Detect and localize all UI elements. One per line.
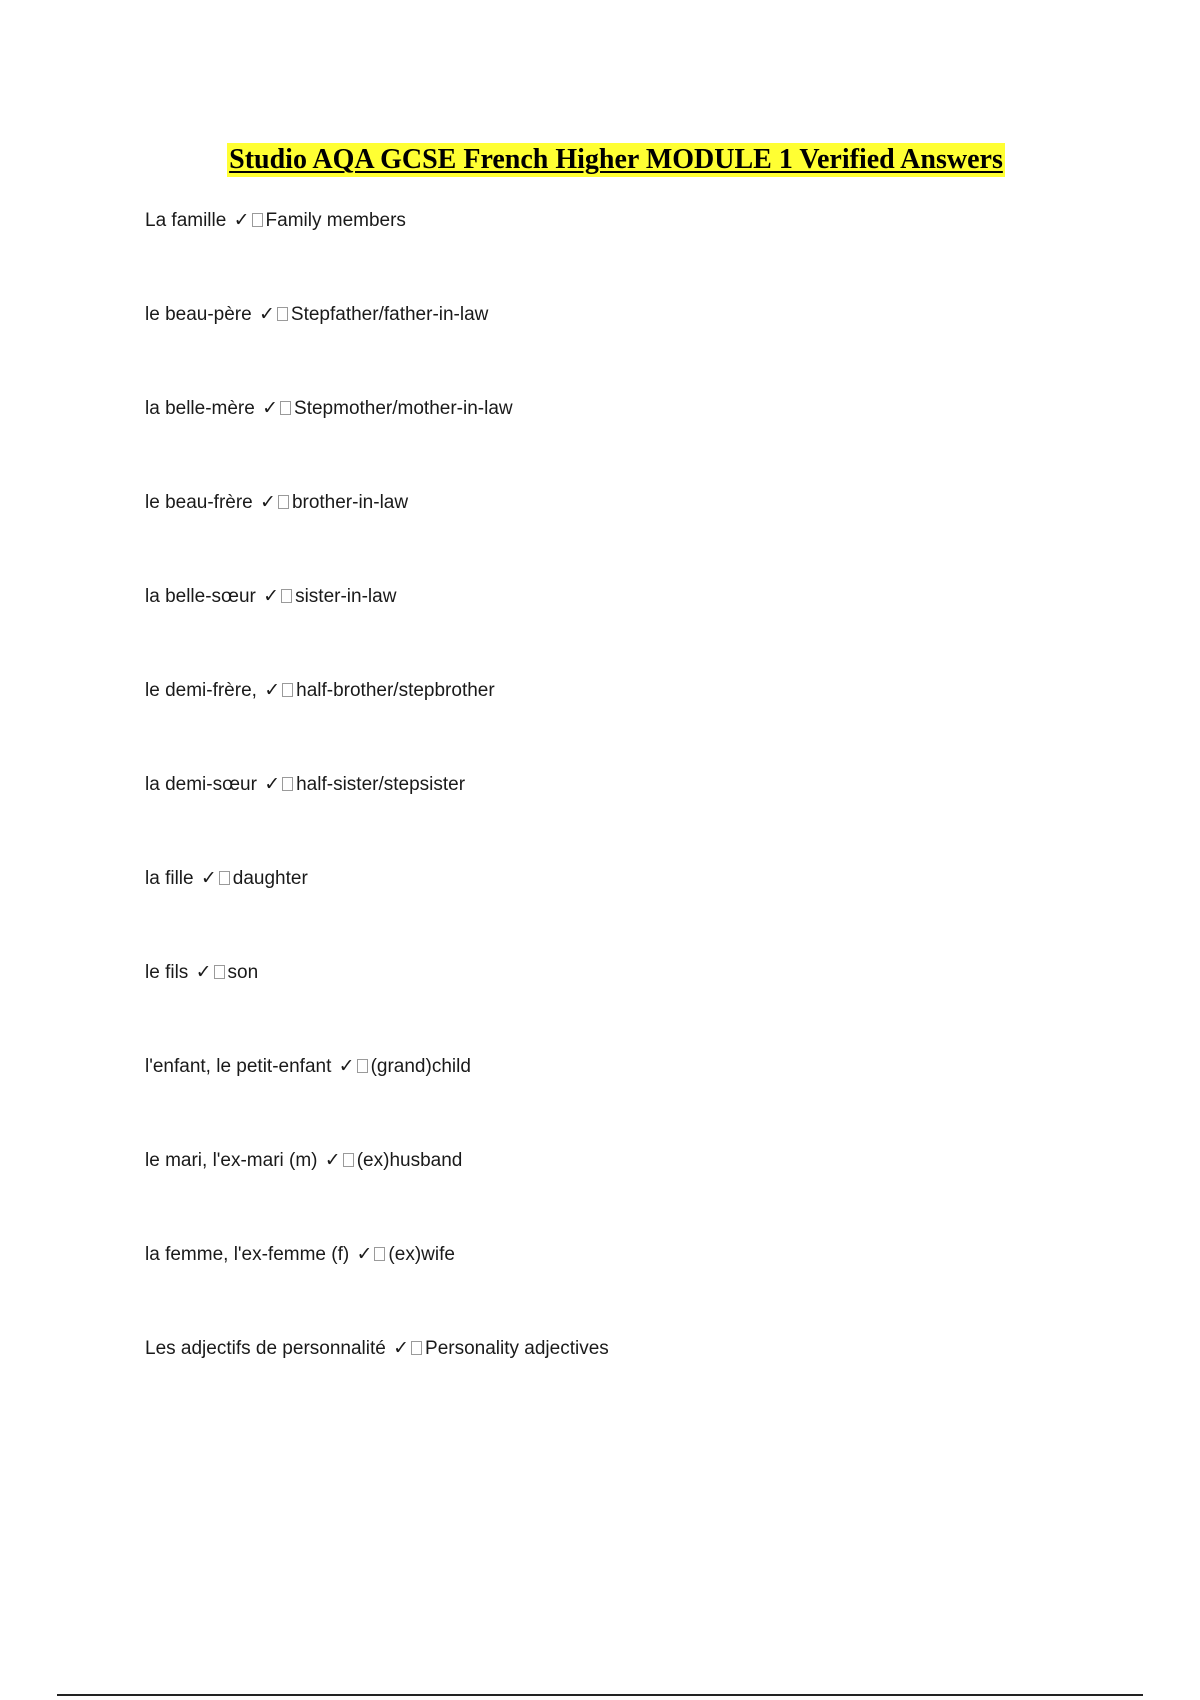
vocab-entry — [145, 208, 1145, 302]
checkbox-glyph-icon — [219, 871, 230, 885]
checkbox-glyph-icon — [411, 1341, 422, 1355]
vocab-entry — [145, 302, 1145, 396]
check-icon: ✓ — [258, 303, 275, 325]
checkbox-glyph-icon — [357, 1059, 368, 1073]
vocab-entry — [145, 678, 1145, 772]
english-answer: Personality adjectives — [425, 1338, 609, 1359]
checkbox-glyph-icon — [282, 777, 293, 791]
english-answer: half-sister/stepsister — [296, 774, 466, 795]
french-term: La famille — [145, 210, 227, 231]
french-term: l'enfant, le petit-enfant — [145, 1056, 332, 1077]
french-term: le beau-père — [145, 304, 252, 325]
check-icon: ✓ — [262, 397, 279, 419]
vocab-entry — [145, 490, 1145, 584]
vocab-entry — [145, 1054, 1145, 1148]
check-icon: ✓ — [263, 585, 280, 607]
checkbox-glyph-icon — [277, 307, 288, 321]
english-answer: (ex)husband — [356, 1150, 463, 1171]
checkbox-glyph-icon — [374, 1247, 385, 1261]
vocab-entry — [145, 960, 1145, 1054]
vocab-entry — [145, 866, 1145, 960]
page-bottom-rule — [57, 1694, 1143, 1696]
french-term: le beau-frère — [145, 492, 253, 513]
title-container — [0, 143, 1200, 177]
checkbox-glyph-icon — [214, 965, 225, 979]
english-answer: (ex)wife — [388, 1244, 455, 1265]
checkbox-glyph-icon — [343, 1153, 354, 1167]
checkbox-glyph-icon — [281, 589, 292, 603]
english-answer: sister-in-law — [295, 586, 397, 607]
french-term: la belle-mère — [145, 398, 255, 419]
check-icon: ✓ — [324, 1149, 341, 1171]
check-icon: ✓ — [356, 1243, 373, 1265]
check-icon: ✓ — [200, 867, 217, 889]
document-title: Studio AQA GCSE French Higher MODULE 1 Verified Answers — [229, 144, 1003, 175]
french-term: la fille — [145, 868, 194, 889]
french-term: la femme, l'ex-femme (f) — [145, 1244, 350, 1265]
french-term: le mari, l'ex-mari (m) — [145, 1150, 318, 1171]
french-term: la demi-sœur — [145, 774, 257, 795]
check-icon: ✓ — [233, 209, 250, 231]
check-icon: ✓ — [264, 679, 281, 701]
check-icon: ✓ — [338, 1055, 355, 1077]
english-answer: half-brother/stepbrother — [296, 680, 495, 701]
french-term: la belle-sœur — [145, 586, 256, 607]
english-answer: Stepmother/mother-in-law — [294, 398, 513, 419]
english-answer: Family members — [265, 210, 406, 231]
french-term: le demi-frère, — [145, 680, 257, 701]
english-answer: daughter — [232, 868, 308, 889]
vocab-entry — [145, 1242, 1145, 1336]
check-icon: ✓ — [393, 1337, 410, 1359]
vocab-entry — [145, 1336, 1145, 1430]
checkbox-glyph-icon — [278, 495, 289, 509]
checkbox-glyph-icon — [282, 683, 293, 697]
check-icon: ✓ — [195, 961, 212, 983]
french-term: le fils — [145, 962, 189, 983]
french-term: Les adjectifs de personnalité — [145, 1338, 386, 1359]
english-answer: son — [227, 962, 259, 983]
vocab-entry — [145, 772, 1145, 866]
english-answer: brother-in-law — [291, 492, 409, 513]
english-answer: (grand)child — [370, 1056, 471, 1077]
check-icon: ✓ — [260, 491, 276, 513]
vocab-entry — [145, 584, 1145, 678]
check-icon: ✓ — [264, 773, 281, 795]
checkbox-glyph-icon — [252, 213, 263, 227]
vocab-list — [145, 208, 1145, 1430]
vocab-entry — [145, 1148, 1145, 1242]
checkbox-glyph-icon — [280, 401, 291, 415]
vocab-entry — [145, 396, 1145, 490]
english-answer: Stepfather/father-in-law — [290, 304, 489, 325]
